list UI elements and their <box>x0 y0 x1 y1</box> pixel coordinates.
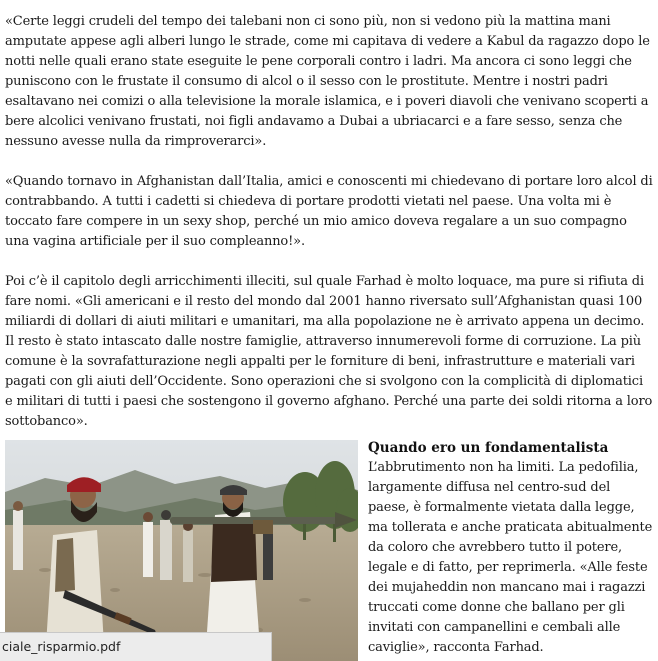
article-paragraph-1: «Certe leggi crudeli del tempo dei talebani non ci sono più, non si vedono più la mattina mani amputate appese agli alberi lungo le strade, come mi capitava di vedere a Kabul da ragazzo dopo le notti nelle quali erano state eseguite le pene corporali contro i ladri. Ma ancora ci sono leggi che puniscono con le frustate il consumo di alcol o il sesso con le prostitute. Mentre i nostri padri esaltavano nei comizi o alla televisione la morale islamica, e i poveri diavoli che venivano scoperti a bere alcolici venivano frustati, noi figli andavamo a Dubai a ubriacarci e a fare sesso, senza che nessuno avesse nulla da rimproverarci». <box>5 14 650 149</box>
article-photo <box>5 440 358 661</box>
section-body: L’abbrutimento non ha limiti. La pedofilia, largamente diffusa nel centro-sud del paese, è formalmente vietata dalla legge, ma tollerata e anche praticata abitualmente da coloro che avrebbero tutto il potere, legale e di fatto, per reprimerla. «Alle feste dei mujaheddin non mancano mai i ragazzi truccati come donne che ballano per gli invitati con campanellini e cembali alle caviglie», racconta Farhad. <box>368 460 653 655</box>
article-body <box>5 12 653 452</box>
article-paragraph-3: Poi c’è il capitolo degli arricchimenti illeciti, sul quale Farhad è molto loquace, ma pure si rifiuta di fare nomi. «Gli americani e il resto del mondo dal 2001 hanno riversato sull’Afghanistan quasi 100 miliardi di dollari di aiuti militari e umanitari, ma alla popolazione ne è arrivato appena un decimo. Il resto è stato intascato dalle nostre famiglie, attraverso innumerevoli forme di corruzione. La più comune è la sovrafatturazione negli appalti per le forniture di beni, infrastrutture e materiali vari pagati con gli aiuti dell’Occidente. Sono operazioni che si svolgono con la complicità di diplomatici e militari di tutti i paesi che sostengono il governo afghano. Perché una parte dei soldi ritorna a loro sottobanco». <box>5 274 653 429</box>
side-column <box>368 438 655 658</box>
section-heading: Quando ero un fondamentalista <box>368 440 609 456</box>
download-filename[interactable]: ciale_risparmio.pdf <box>2 639 121 654</box>
illustrated-section <box>5 440 655 661</box>
download-bar[interactable] <box>0 632 272 661</box>
article-paragraph-2: «Quando tornavo in Afghanistan dall’Italia, amici e conoscenti mi chiedevano di portare loro alcol di contrabbando. A tutti i cadetti si chiedeva di portare prodotti vietati nel paese. Una volta mi è toccato fare compere in un sexy shop, perché un mio amico doveva regalare a un suo compagno una vagina artificiale per il suo compleanno!». <box>5 174 653 249</box>
